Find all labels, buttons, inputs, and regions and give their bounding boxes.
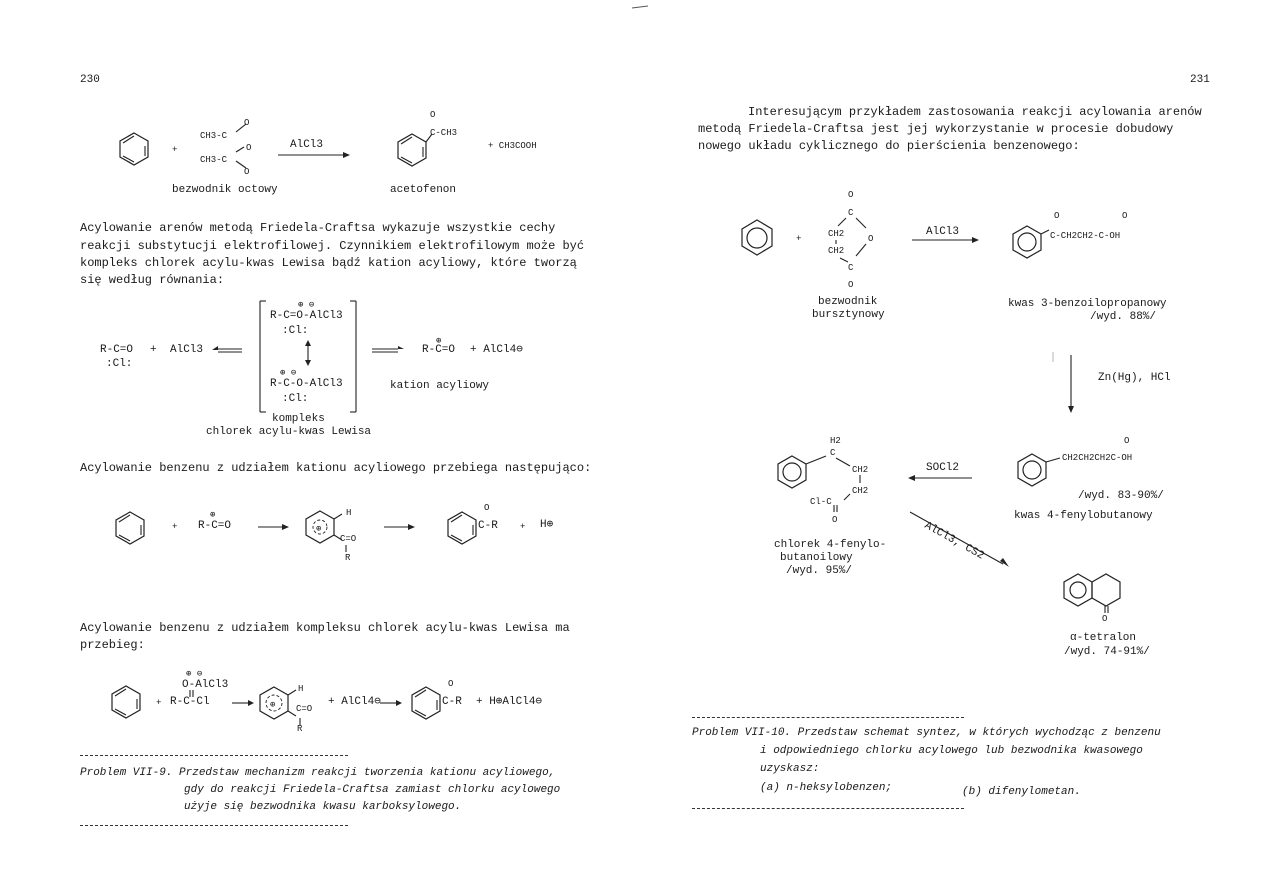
r3-charge: ⊕: [210, 510, 216, 520]
r1-label-anhydride: bezwodnik octowy: [172, 184, 278, 196]
rr2-h2: H2: [830, 436, 841, 446]
problem-9-line3: użyje się bezwodnika kwasu karboksylowego.: [184, 801, 462, 813]
right-para1-line1: Interesującym przykładem zastosowania reakcji acylowania arenów: [748, 105, 1202, 119]
rr2-o: O: [832, 515, 838, 525]
problem-10-line2: i odpowiedniego chlorku acylowego lub bezwodnika kwasowego: [760, 745, 1143, 757]
rr1-o-top: O: [848, 190, 854, 200]
problem-9-line2: gdy do reakcji Friedela-Craftsa zamiast chlorku acylowego: [184, 784, 561, 796]
right-para1-line3: nowego układu cyklicznego do pierścienia benzenowego:: [698, 139, 1080, 153]
r2-left-a: R-C=O: [100, 344, 134, 356]
rr2-c: C: [830, 448, 836, 458]
rr2-diag-reagent: AlCl3, CS2: [922, 520, 986, 563]
left-para2: Acylowanie benzenu z udziałem kationu acyliowego przebiega następująco:: [80, 461, 592, 475]
r2-right-b: + AlCl4⊖: [470, 344, 523, 356]
r3-plus2: +: [520, 522, 526, 532]
r2-charges-top: ⊕ ⊖: [298, 300, 315, 310]
rr1-prod-o2: O: [1122, 211, 1128, 221]
r4-plus2: + AlCl4⊖: [328, 696, 381, 708]
rr2-reagent: SOCl2: [926, 462, 960, 474]
r4-mid-c: C=O: [296, 704, 313, 714]
rr2-acid-label: kwas 4-fenylobutanowy: [1014, 510, 1153, 522]
right-para1-line2: metodą Friedela-Craftsa jest jej wykorzystanie w procesie dobudowy: [698, 122, 1174, 136]
rr1-ch2a: CH2: [828, 229, 845, 239]
rr2-chloride1: chlorek 4-fenylo-: [774, 539, 887, 551]
rr2-tetralone: α-tetralon: [1070, 632, 1137, 644]
r3-proton: H⊕: [540, 519, 554, 531]
left-para3-line1: Acylowanie benzenu z udziałem kompleksu chlorek acylu-kwas Lewisa ma: [80, 621, 570, 635]
problem-10-a: (a) n-heksylobenzen;: [760, 782, 893, 794]
r4-h: H: [298, 684, 304, 694]
rr1-o-bot: O: [848, 280, 854, 290]
page-number-left: 230: [80, 74, 100, 86]
left-para1-line3: kompleks chlorek acylu-kwas Lewisa bądź kation acyliowy, które tworzą: [80, 256, 577, 270]
r2-box-label1: kompleks: [272, 413, 325, 425]
r4-prod-o: O: [448, 679, 454, 689]
left-para1-line1: Acylowanie arenów metodą Friedela-Craftsa wykazuje wszystkie cechy: [80, 221, 556, 235]
rr2-acid: CH2CH2CH2C-OH: [1062, 453, 1133, 463]
r3-mid-r: R: [345, 553, 351, 563]
r1-catalyst: AlCl3: [290, 139, 324, 151]
r2-box-bot: R-C-O-AlCl3: [270, 378, 343, 390]
r1-reagent-top-o: O: [244, 118, 250, 128]
r4-reagent: R-C-Cl: [170, 696, 210, 708]
r2-box-top: R-C=O-AlCl3: [270, 310, 343, 322]
rr1-plus: +: [796, 234, 802, 244]
rr1-label-anh1: bezwodnik: [818, 296, 878, 308]
r3-prod-o: O: [484, 503, 490, 513]
svg-text:⊕: ⊕: [316, 524, 322, 534]
r1-product-group: C-CH3: [430, 128, 458, 138]
rr1-c-top: C: [848, 208, 854, 218]
rr2-ch2a: CH2: [852, 465, 869, 475]
r2-box-label2: chlorek acylu-kwas Lewisa: [206, 426, 372, 438]
r4-plus1: +: [156, 698, 162, 708]
r3-prod: C-R: [478, 520, 498, 532]
svg-text:⊕: ⊕: [270, 700, 276, 710]
r2-plus: +: [150, 344, 157, 356]
r2-charges-bot: ⊕ ⊖: [280, 368, 297, 378]
rr2-tet-o: O: [1102, 614, 1108, 624]
rr1-label-anh2: bursztynowy: [812, 309, 885, 321]
r1-reagent-mid-o: O: [246, 143, 252, 153]
r4-charges: ⊕ ⊖: [186, 669, 203, 679]
r3-mid-c: C=O: [340, 534, 357, 544]
r2-right-a: R-C=O: [422, 344, 456, 356]
page-number-right: 231: [1190, 74, 1210, 86]
r1-reagent-bot: CH3-C: [200, 155, 228, 165]
r4-end: + H⊕AlCl4⊖: [476, 696, 543, 708]
r3-plus1: +: [172, 522, 178, 532]
r1-product-o: O: [430, 110, 436, 120]
r4-prod: C-R: [442, 696, 462, 708]
rr1-prod-o1: O: [1054, 211, 1060, 221]
r1-reagent-top: CH3-C: [200, 131, 228, 141]
r1-byproduct: + CH3COOH: [488, 141, 537, 151]
left-para3-line2: przebieg:: [80, 638, 145, 652]
rr2-chloride2: butanoilowy: [780, 552, 853, 564]
step2-reagent: Zn(Hg), HCl: [1098, 372, 1171, 384]
r2-box-top-b: :Cl:: [282, 325, 309, 337]
r3-h: H: [346, 508, 352, 518]
r1-reagent-bot-o: O: [244, 167, 250, 177]
rr1-label-prod2: /wyd. 88%/: [1090, 311, 1157, 323]
rr1-catalyst: AlCl3: [926, 226, 960, 238]
r2-box-bot-b: :Cl:: [282, 393, 309, 405]
left-para1-line2: reakcji substytucji elektrofilowej. Czynnikiem elektrofilowym może być: [80, 239, 585, 253]
problem-10-line1: Problem VII-10. Przedstaw schemat syntez, w których wychodząc z benzenu: [692, 727, 1161, 739]
rr2-acid-o: O: [1124, 436, 1130, 446]
divider-bottom-right: [692, 808, 964, 809]
rr2-tetralone-yield: /wyd. 74-91%/: [1064, 646, 1150, 658]
divider-top-left: [80, 755, 348, 756]
divider-bottom-left: [80, 825, 348, 826]
left-para1-line4: się według równania:: [80, 273, 225, 287]
r2-left-reagent: AlCl3: [170, 344, 204, 356]
rr1-ring-o: O: [868, 234, 874, 244]
r1-plus: +: [172, 145, 178, 155]
rr2-ch2b: CH2: [852, 486, 869, 496]
problem-10-line3: uzyskasz:: [760, 763, 820, 775]
rr1-label-prod1: kwas 3-benzoilopropanowy: [1008, 298, 1167, 310]
r4-top: O-AlCl3: [182, 679, 229, 691]
rr1-prod: C-CH2CH2-C-OH: [1050, 231, 1121, 241]
problem-10-b: (b) difenylometan.: [962, 786, 1081, 798]
divider-top-right: [692, 717, 964, 718]
rr1-ch2b: CH2: [828, 246, 845, 256]
rr2-chloride3: /wyd. 95%/: [786, 565, 853, 577]
problem-9-line1: Problem VII-9. Przedstaw mechanizm reakcji tworzenia kationu acyliowego,: [80, 767, 556, 779]
rr1-c-bot: C: [848, 263, 854, 273]
rr2-clc: Cl-C: [810, 497, 832, 507]
r3-reagent: R-C=O: [198, 520, 232, 532]
r2-right-charge: ⊕: [436, 336, 442, 346]
r1-label-acetophenone: acetofenon: [390, 184, 457, 196]
r4-mid-r: R: [297, 724, 303, 734]
r2-right-label: kation acyliowy: [390, 380, 490, 392]
rr2-acid-yield: /wyd. 83-90%/: [1078, 490, 1164, 502]
r2-left-b: :Cl:: [106, 358, 133, 370]
